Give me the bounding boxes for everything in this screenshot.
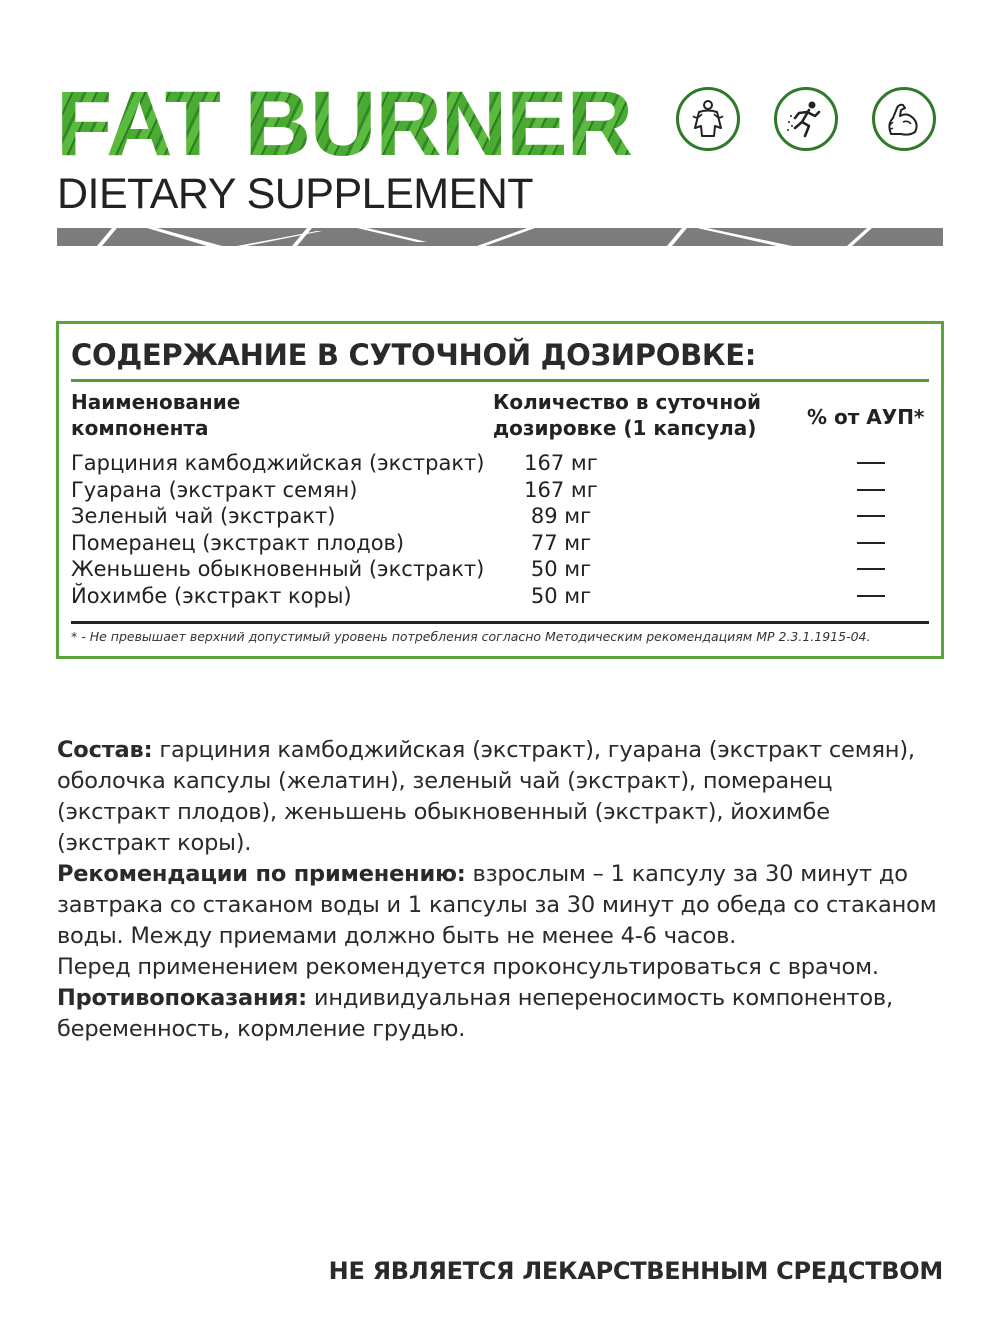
product-description: [57, 735, 947, 1045]
column-header-percent: % от АУП*: [807, 405, 925, 429]
composition-text: гарциния камбоджийская (экстракт), гуарана (экстракт семян), оболочка капсулы (желатин), зеленый чай (экстракт), померанец (экстракт плодов), женьшень обыкновенный (экстракт), йохимбе (экстракт коры).: [57, 737, 915, 856]
table-row: [71, 450, 931, 477]
ingredient-quantity: 50 мг: [530, 583, 592, 608]
product-subtitle: DIETARY SUPPLEMENT: [57, 170, 534, 218]
ingredient-quantity: 167 мг: [524, 477, 598, 502]
table-row: [71, 530, 931, 557]
table-row: [71, 556, 931, 583]
ingredient-name: Гуарана (экстракт семян): [71, 477, 358, 502]
recommendations-label: Рекомендации по применению:: [57, 861, 466, 887]
panel-bottom-divider: [71, 621, 929, 624]
table-row: [71, 583, 931, 610]
runner-icon: [774, 87, 838, 151]
ingredient-name: Гарциния камбоджийская (экстракт): [71, 451, 485, 475]
recommendations-text: взрослым – 1 капсулу за 30 минут до завтрака со стаканом воды и 1 капсулы за 30 минут до обеда со стаканом воды. Между приемами должно быть не менее 4-6 часов.: [57, 861, 937, 949]
decorative-stripe: [57, 228, 943, 246]
body-shape-icon: [676, 87, 740, 151]
ingredient-name: Йохимбе (экстракт коры): [71, 583, 352, 608]
ingredient-name: Зеленый чай (экстракт): [71, 504, 336, 528]
flexed-arm-icon: [872, 87, 936, 151]
composition-label: Состав:: [57, 737, 153, 763]
panel-divider: [71, 379, 929, 382]
table-row: [71, 503, 931, 530]
composition-paragraph: [57, 735, 947, 859]
contraindications-label: Противопоказания:: [57, 985, 307, 1011]
panel-title: СОДЕРЖАНИЕ В СУТОЧНОЙ ДОЗИРОВКЕ:: [71, 338, 757, 372]
ingredient-name: Померанец (экстракт плодов): [71, 530, 405, 555]
not-medicine-note: НЕ ЯВЛЯЕТСЯ ЛЕКАРСТВЕННЫМ СРЕДСТВОМ: [328, 1257, 943, 1285]
table-row: [71, 477, 931, 504]
contraindications-paragraph: [57, 983, 947, 1045]
ingredient-rows: [71, 450, 931, 609]
footnote: * - Не превышает верхний допустимый уровень потребления согласно Методическим рекомендациям МР 2.3.1.1915-04.: [71, 629, 871, 644]
recommendations-paragraph: [57, 859, 947, 952]
ingredient-quantity: 89 мг: [530, 504, 592, 528]
column-header-quantity: Количество в суточной дозировке (1 капсула): [493, 390, 761, 440]
product-title: FAT BURNER: [56, 73, 633, 175]
benefit-icons: [676, 87, 944, 161]
daily-dose-panel: [56, 321, 944, 659]
ingredient-quantity: 50 мг: [530, 557, 592, 581]
column-header-name: Наименование компонента: [71, 390, 241, 440]
ingredient-quantity: 167 мг: [524, 451, 598, 475]
consult-paragraph: Перед применением рекомендуется проконсультироваться с врачом.: [57, 954, 879, 980]
contraindications-text: индивидуальная непереносимость компонентов, беременность, кормление грудью.: [57, 985, 893, 1042]
ingredient-quantity: 77 мг: [530, 530, 592, 555]
ingredient-name: Женьшень обыкновенный (экстракт): [71, 557, 485, 581]
